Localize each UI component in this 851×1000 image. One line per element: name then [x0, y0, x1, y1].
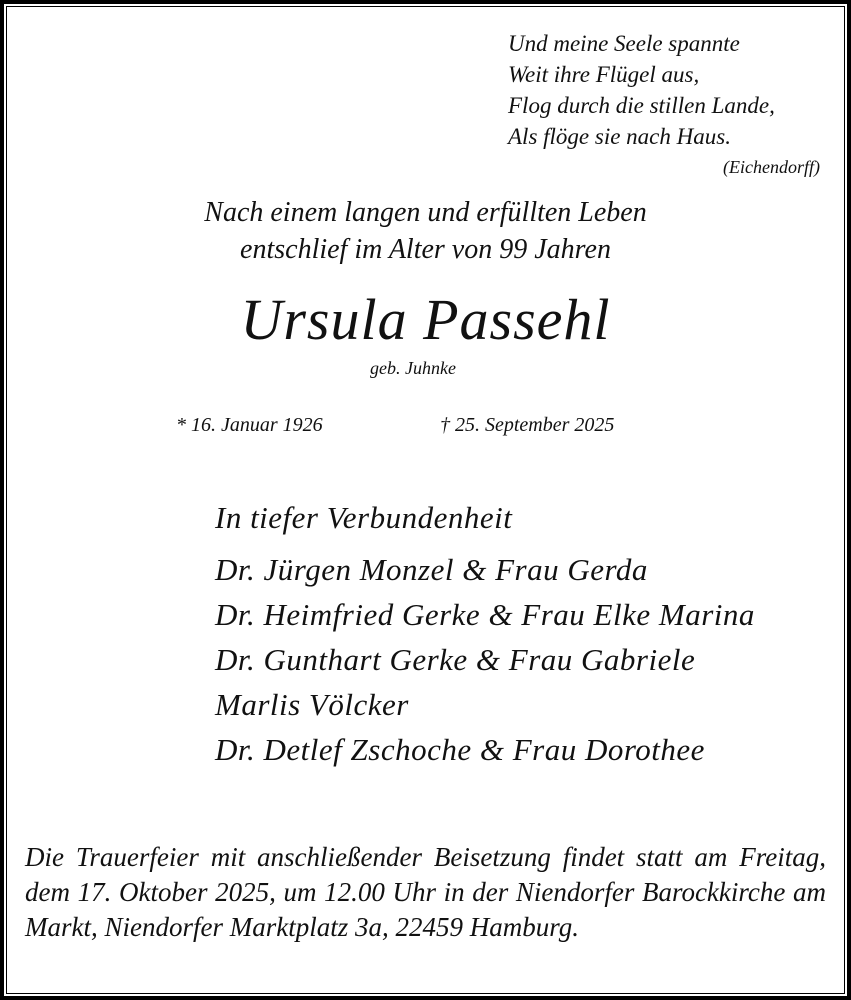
ceremony-details: Die Trauerfeier mit anschließender Beisetzung findet statt am Freitag, dem 17. Oktober 2025, um 12.00 Uhr in der Niendorfer Barockkirche am Markt, Niendorfer Marktplatz 3a, 22459 Hamburg.: [25, 842, 826, 942]
death-date: † 25. September 2025: [440, 414, 615, 436]
birth-date: * 16. Januar 1926: [176, 414, 323, 436]
mourner-name: Dr. Gunthart Gerke & Frau Gabriele: [215, 642, 696, 677]
poem-line: Weit ihre Flügel aus,: [508, 62, 700, 87]
mourners-heading: In tiefer Verbundenheit: [215, 500, 513, 535]
poem-author: (Eichendorff): [723, 157, 820, 177]
poem-line: Flog durch die stillen Lande,: [508, 93, 775, 118]
intro-line: Nach einem langen und erfüllten Leben: [204, 197, 647, 228]
mourner-name: Marlis Völcker: [215, 687, 409, 722]
mourner-name: Dr. Jürgen Monzel & Frau Gerda: [215, 552, 648, 587]
mourner-name: Dr. Heimfried Gerke & Frau Elke Marina: [215, 597, 755, 632]
mourners: [215, 495, 755, 772]
intro-text: [0, 194, 851, 268]
intro-line: entschlief im Alter von 99 Jahren: [240, 234, 611, 265]
poem-line: Als flöge sie nach Haus.: [508, 124, 731, 149]
deceased-name: Ursula Passehl: [240, 287, 611, 352]
poem: [508, 28, 775, 152]
mourner-name: Dr. Detlef Zschoche & Frau Dorothee: [215, 732, 705, 767]
poem-line: Und meine Seele spannte: [508, 31, 740, 56]
maiden-name: geb. Juhnke: [370, 358, 456, 378]
